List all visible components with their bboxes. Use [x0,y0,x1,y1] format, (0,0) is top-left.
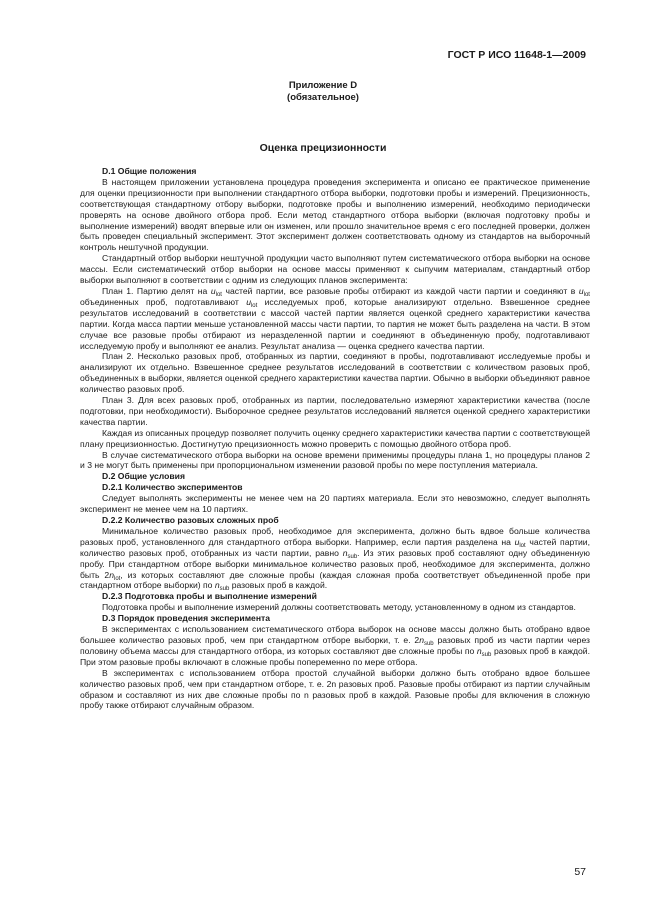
section-d3-heading: D.3 Порядок проведения эксперимента [102,613,271,624]
d1-paragraph-3: Каждая из описанных процедур позволяет получить оценку среднего характеристики качества партии с соответствующей плану прецизионностью. Достигнутую прецизионность можно проверить с помощью двойного отбора проб. [80,427,590,449]
section-d21-heading: D.2.1 Количество экспериментов [102,482,243,493]
d22-paragraph: Минимальное количество разовых проб, необходимое для эксперимента, должно быть вдвое больше количества разовых проб, установленного для стандартного отбора выборки. Например, если партия разделена на $u_{lot}$ частей партии, количество разовых проб, отобранных из части партии, равно $n_{sub}$. Из этих разовых проб составляют одну объединенную пробу. При стандартном отборе выборки минимальное количество разовых проб, необходимое для эксперимента, должно быть $2n_{lot}$, из которых составляют две сложные пробы (каждая сложная проба соответствует объединенной пробе при стандартном отборе выборки) по $n_{sub}$ разовых проб в каждой. [80,525,591,593]
page-number: 57 [574,866,586,878]
standard-header: ГОСТ Р ИСО 11648-1—2009 [447,49,586,61]
d1-paragraph-4: В случае систематического отбора выборки на основе времени применимы процедуры плана 1, но процедуры планов 2 и 3 не могут быть применены при пропорциональном изменении разовой пробы по мере поступления материала. [80,449,590,471]
section-d2-heading: D.2 Общие условия [102,471,185,482]
annex-status: (обязательное) [287,92,359,103]
section-d23-heading: D.2.3 Подготовка пробы и выполнение измерений [102,591,317,602]
d1-plan-3: План 3. Для всех разовых проб, отобранных из партии, последовательно измеряют характеристики качества (после подготовки, при необходимости). Выборочное среднее результатов исследований является оценкой среднего характеристики качества партии. [80,395,590,427]
document-body [80,166,590,711]
d23-paragraph: Подготовка пробы и выполнение измерений должны соответствовать методу, установленному в одном из стандартов. [102,602,576,613]
page-title: Оценка прецизионности [259,142,387,154]
section-d22-heading: D.2.2 Количество разовых сложных проб [102,515,279,525]
d21-paragraph: Следует выполнять эксперименты не менее чем на 20 партиях материала. Если это невозможно, следует выполнять эксперимент не менее чем на 10 партиях. [80,493,590,515]
annex-label: Приложение D [288,80,358,91]
d1-plan-2: План 2. Несколько разовых проб, отобранных из партии, соединяют в пробы, подготавливают исследуемые пробы и анализируют их отдельно. Взвешенное среднее результатов исследований в соответствии с количеством разовых проб, объединенных в выборки, является оценкой среднего характеристики качества партии. Обычно в выборки объединяют равное количество разовых проб. [80,351,590,395]
annex-heading [0,80,646,104]
d3-paragraph-1: В экспериментах с использованием систематического отбора выборок на основе массы должно быть отобрано вдвое большее количество разовых проб, чем при стандартном отборе выборки, т. е. $2n_{sub}$ разовых проб из части партии через половину объема массы для стандартного отбора, из которых составляют две сложные пробы по $n_{sub}$ разовых проб в каждой. При этом разовые пробы включают в сложные пробы попеременно по мере отбора. [80,624,590,667]
section-d1-heading: D.1 Общие положения [102,166,197,176]
d1-paragraph-2: Стандартный отбор выборки нештучной продукции часто выполняют путем систематического отбора выборки на основе массы. Если систематический отбор выборки на основе массы применяют к сыпучим материалам, стандартный отбор выборки выполняют в соответствии с одним из следующих планов эксперимента: [80,253,590,286]
d1-paragraph-1: В настоящем приложении установлена процедура проведения эксперимента и описано ее практическое применение для оценки прецизионности при выполнении стандартного отбора выборки, подготовки пробы и измерений. Прецизионность, соответствующая стандартному отбору выборки, подготовке пробы и выполнению измерений, необходимо периодически проверять на основе двойного отбора проб. Если метод стандартного отбора выборки (включая подготовку пробы и выполнение измерений) вводят впервые или он изменен, или прошло значительное время с его последней проверки, должен быть проведен специальный эксперимент. Этот эксперимент должен соответствовать одному из стандартов на выборочный контроль нештучной продукции. [80,176,590,253]
d1-plan-1: План 1. Партию делят на $u_{lot}$ частей партии, все разовые пробы отбирают из каждой части партии и соединяют в $u_{lot}$ объединенных проб, подготавливают $u_{lot}$ исследуемых проб, которые анализируют отдельно. Взвешенное среднее результатов исследований в соответствии с массой частей партии является оценкой среднего характеристики качества партии. Когда масса партии меньше установленной массы части партии, то партия не может быть разделена на части. В этом случае все разовые пробы отбирают из неразделенной партии и соединяют в объединенную пробу, подготавливают исследуемую пробу и выполняют ее анализ. Результат анализа — оценка среднего качества партии. [80,285,591,351]
d3-paragraph-2: В экспериментах с использованием отбора простой случайной выборки должно быть отобрано вдвое большее количество разовых проб, чем при стандартном отборе, т. е. 2n разовых проб. Разовые пробы отбирают из партии случайным образом и составляют из них две сложные пробы по n разовых проб в каждой. Разовые пробы для включения в сложную пробу также отбирают случайным образом. [80,667,590,711]
